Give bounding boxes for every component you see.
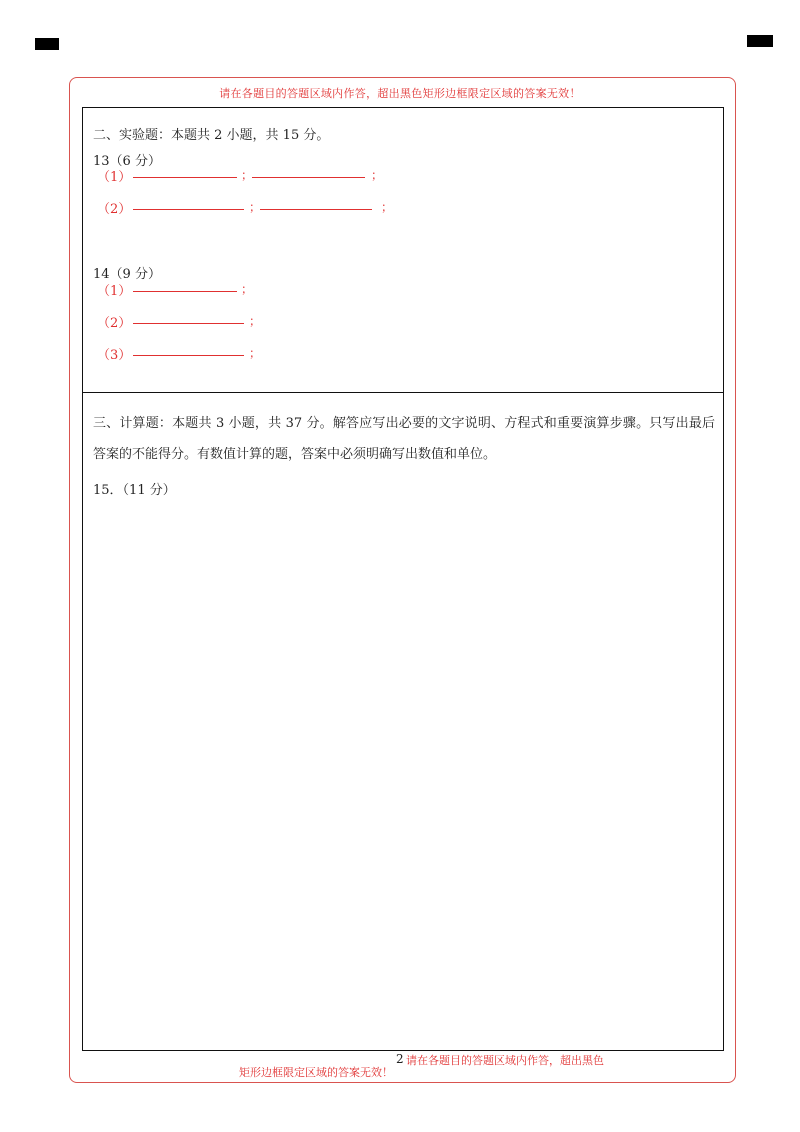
q14-part1-sep: ； xyxy=(241,282,254,296)
q13-part1-sep-2: ； xyxy=(371,168,384,182)
q13-label: 13（6 分） xyxy=(93,154,161,169)
page-number: 2 xyxy=(396,1052,404,1066)
q14-part3-label: （3） xyxy=(97,348,132,363)
section-3-answer-box[interactable] xyxy=(82,392,724,1051)
q13-part1-blank-2[interactable] xyxy=(252,177,365,178)
q13-part1-sep-1: ； xyxy=(241,168,254,182)
q13-part2-blank-2[interactable] xyxy=(260,209,372,210)
section-2-answer-box xyxy=(82,107,724,393)
footer-warning-line1: 请在各题目的答题区域内作答，超出黑色 xyxy=(406,1054,604,1067)
section-3-instructions: 三、计算题：本题共 3 小题，共 37 分。解答应写出必要的文字说明、方程式和重要演算步骤。只写出最后答案的不能得分。有数值计算的题，答案中必须明确写出数值和单位。 xyxy=(93,416,715,462)
q13-part1-blank-1[interactable] xyxy=(133,177,237,178)
q14-label: 14（9 分） xyxy=(93,267,161,282)
q14-part2-sep: ； xyxy=(249,314,262,328)
q13-part2-sep-1: ； xyxy=(249,200,262,214)
footer-warning-line2: 矩形边框限定区域的答案无效！ xyxy=(239,1066,393,1079)
q14-part3-blank[interactable] xyxy=(133,355,244,356)
q14-part2-blank[interactable] xyxy=(133,323,244,324)
q13-part2-blank-1[interactable] xyxy=(133,209,244,210)
q15-label: 15．（11 分） xyxy=(93,483,176,498)
registration-mark-left xyxy=(35,38,59,50)
q14-part1-label: （1） xyxy=(97,284,132,299)
q13-part2-label: （2） xyxy=(97,202,132,217)
section-2-title: 二、实验题：本题共 2 小题，共 15 分。 xyxy=(93,128,330,143)
q14-part2-label: （2） xyxy=(97,316,132,331)
header-warning: 请在各题目的答题区域内作答，超出黑色矩形边框限定区域的答案无效！ xyxy=(219,87,581,100)
q13-part2-sep-2: ； xyxy=(381,200,394,214)
q14-part3-sep: ； xyxy=(249,346,262,360)
registration-mark-right xyxy=(747,35,773,47)
q13-part1-label: （1） xyxy=(97,170,132,185)
q14-part1-blank[interactable] xyxy=(133,291,237,292)
